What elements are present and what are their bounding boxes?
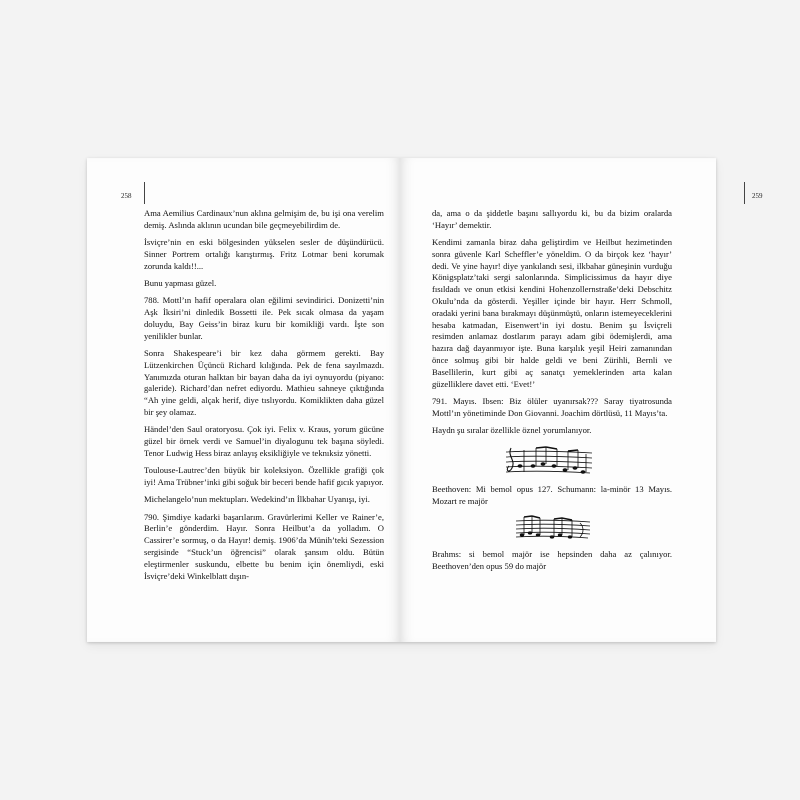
header-rule-right <box>744 182 745 204</box>
paragraph: İsviçre’nin en eski bölgesinden yükselen sesler de düşündürücü. Sinner Portrem ortalığı karıştırmış. Fritz Lotmar beni korumak zorunda kaldı!!... <box>144 237 384 271</box>
paragraph: 788. Mottl’ın hafif operalara olan eğilimi sevindirici. Donizetti’nin Aşk İksiri’ni dinledik Bossetti ile. Pek sıcak olmasa da yaşam doluydu, Bay Geiss’in biraz kuru bir komikliği vardı. İşte son yenilikler bunlar. <box>144 295 384 341</box>
paragraph: Händel’den Saul oratoryosu. Çok iyi. Felix v. Kraus, yorum gücüne güzel bir örnek verdi ve Samuel’in diyalogunu tek başına söyledi. Tenor Ludwig Hess biraz anlayış eksikliğiyle ve teknıksiz yönetti. <box>144 424 384 458</box>
paragraph: Brahms: si bemol majör ise hepsinden daha az çalınıyor. Beethoven’den opus 59 do majör <box>432 549 672 572</box>
book-spread <box>87 158 763 642</box>
paragraph: 790. Şimdiye kadarki başarılarım. Gravürlerimi Keller ve Rainer’e, Berlin’e gönderdim. Hayır. Sonra Heilbut’a da yolladım. O Cassirer’e sormuş, o da Hayır! demiş. 1906’da Münih’teki Sezession sergisinde “Stuck’un öğrencisi” olarak şansım oldu. Bütün eleştirmenler suskundu, elbette bu benim için önemliydi, eski İsviçre’deki Winkelblatt dışın- <box>144 511 384 581</box>
handwritten-music-sketch-1 <box>502 442 598 478</box>
page-number-left: 258 <box>121 192 132 200</box>
paragraph: Kendimi zamanla biraz daha geliştirdim ve Heilbut hezimetinden sonra güvenle Karl Scheffler’e yöneldim. O da birçok kez ‘hayır’ dedi. Ve yine hayır! diye yankılandı sesi, ilkbahar güneşinin vurduğu Königsplatz’taki sergi salonlarında. Simplicissimus da hayır diye fısıldadı ve onun etkisi kendini Hohenzollernstraße’deki Debschitz Okulu’nda da gösterdi. Yeşiller içinde bir hayır. Herr Schmoll, oradaki yerini bana bırakmayı düşünmüştü, onların istemeyeceklerini hesaba katmadan, Eisenwert’in iyi dostu. Benim şu İsviçreli resimden anlamaz dostlarım parayı adam gibi ödemişlerdi, ama hazıra dağ dayanmıyor işte. Buna karşılık yeşil Heiri zamanından önce solmuş gibi bir halde geldi ve beni Zürihli, Bernli ve Basellilerin, kurt gibi aç sanatçı yemeklerinden arta kalan güzelliklere davet etti. ‘Evet!’ <box>432 237 672 389</box>
paragraph: Beethoven: Mi bemol opus 127. Schumann: la-minör 13 Mayıs. Mozart re majör <box>432 484 672 507</box>
page-number-right: 259 <box>752 192 763 200</box>
paragraph: Bunu yapması güzel. <box>144 277 217 288</box>
paragraph: Sonra Shakespeare’i bir kez daha görmem gerekti. Bay Lützenkirchen Üçüncü Richard kılığında. Pek de fena sayılmazdı. Yanımızda oturan halktan bir bayan daha da iyi oynuyordu (piyano: galeride). Richard’dan nefret ediyordu. Mathieu sahneye çıktığında “Ah yine geldi, alçak herif, diye tıslıyordu. Komiklikten daha güzel bir şey olamaz. <box>144 347 384 417</box>
handwritten-music-sketch-2 <box>514 513 594 543</box>
paragraph: 791. Mayıs. Ibsen: Biz ölüler uyanırsak??? Saray tiyatrosunda Mottl’ın yönetiminde Don Giovanni. Joachim dörtlüsü, 11 Mayıs’ta. <box>432 395 672 418</box>
right-page <box>400 158 763 642</box>
paragraph: Haydn şu sıralar özellikle öznel yorumlanıyor. <box>432 425 592 436</box>
left-text-column <box>144 208 384 588</box>
paragraph: Michelangelo’nun mektupları. Wedekind’ın İlkbahar Uyanışı, iyi. <box>144 494 370 505</box>
paragraph: Ama Aemilius Cardinaux’nun aklına gelmişim de, bu işi ona verelim demiş. Aslında aklının ucundan bile geçmeyebilirdim de. <box>144 208 384 230</box>
header-rule-left <box>144 182 145 204</box>
right-text-column <box>432 208 672 579</box>
paragraph: da, ama o da şiddetle başını sallıyordu ki, bu da bizim oralarda ‘Hayır’ demektir. <box>432 208 672 230</box>
left-page <box>87 158 400 642</box>
paragraph: Toulouse-Lautrec’den büyük bir koleksiyon. Özellikle grafiği çok iyi! Ama Trübner’inki gibi soğuk bir beceri bende hafif gıcık yapıyor. <box>144 465 384 487</box>
